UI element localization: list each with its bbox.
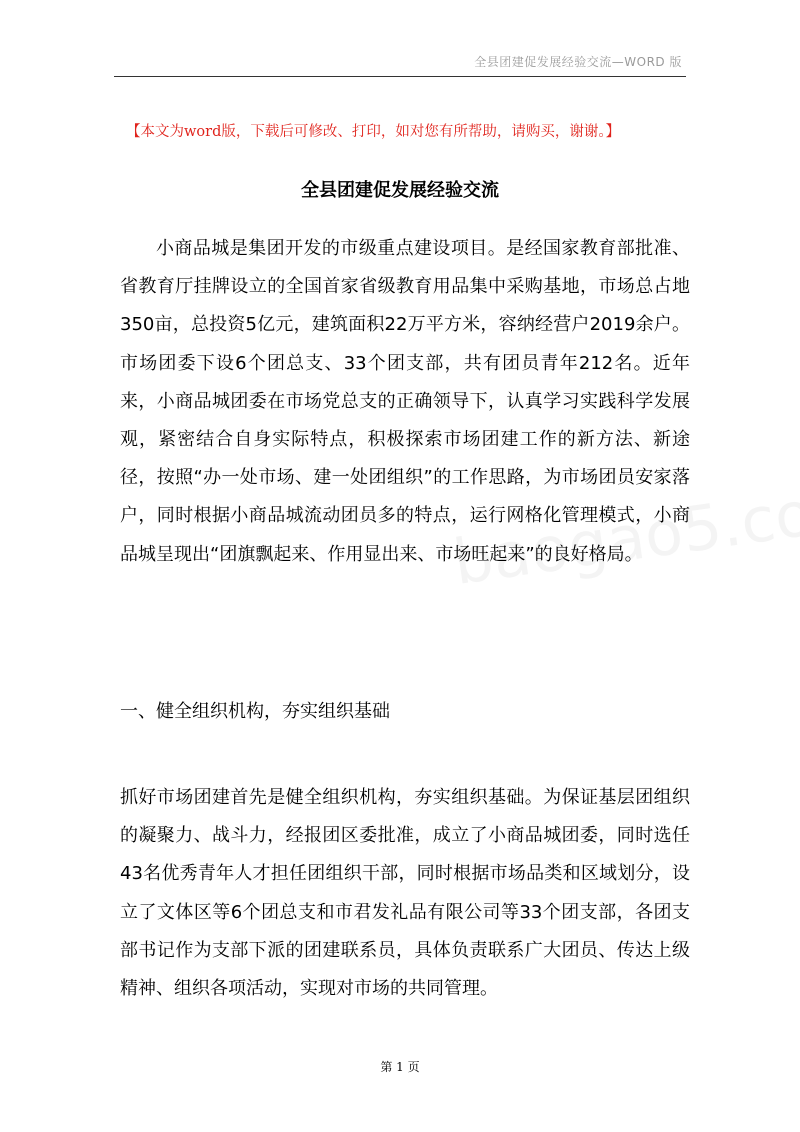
running-header: 全县团建促发展经验交流—WORD 版 <box>474 55 682 69</box>
header-divider <box>114 76 686 77</box>
document-title: 全县团建促发展经验交流 <box>301 180 499 201</box>
section-heading: 一、健全组织机构，夯实组织基础 <box>120 701 390 722</box>
body-paragraph: 抓好市场团建首先是健全组织机构，夯实组织基础。为保证基层团组织的凝聚力、战斗力，经报团区委批准，成立了小商品城团委，同时选任43名优秀青年人才担任团组织干部，同时根据市场品类和区域划分，设立了文体区等6个团总支和市君发礼品有限公司等33个团支部，各团支部书记作为支部下派的团建联系员，具体负责联系广大团员、传达上级精神、组织各项活动，实现对市场的共同管理。 <box>120 787 690 1000</box>
purchase-notice: 【本文为word版，下载后可修改、打印，如对您有所帮助，请购买，谢谢。】 <box>126 124 621 140</box>
intro-paragraph: 小商品城是集团开发的市级重点建设项目。是经国家教育部批准、省教育厅挂牌设立的全国首家省级教育用品集中采购基地，市场总占地350亩，总投资5亿元，建筑面积22万平方米，容纳经营户2019余户。市场团委下设6个团总支、33个团支部，共有团员青年212名。近年来，小商品城团委在市场党总支的正确领导下，认真学习实践科学发展观，紧密结合自身实际特点，积极探索市场团建工作的新方法、新途径，按照“办一处市场、建一处团组织”的工作思路，为市场团员安家落户，同时根据小商品城流动团员多的特点，运行网格化管理模式，小商品城呈现出“团旗飘起来、作用显出来、市场旺起来”的良好格局。 <box>120 238 690 565</box>
page-number: 第 1 页 <box>380 1060 420 1074</box>
